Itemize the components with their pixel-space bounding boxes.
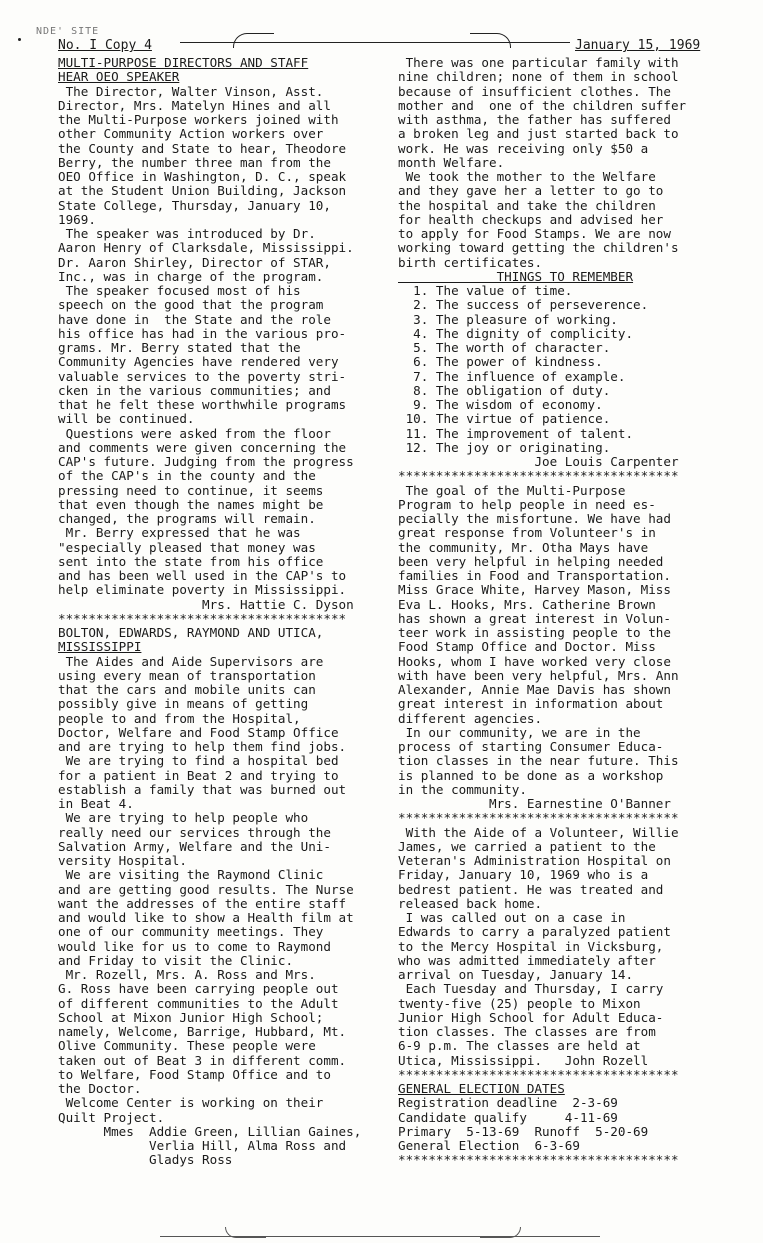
right-column-line: released back home.: [398, 895, 543, 911]
left-column-line: versity Hospital.: [58, 853, 187, 868]
right-column-line: for health checkups and advised her: [398, 211, 664, 227]
left-column-line: to Welfare, Food Stamp Office and to: [58, 1066, 331, 1082]
left-column-line: the County and State to hear, Theodore: [58, 140, 347, 156]
right-column-line: arrival on Tuesday, January 14.: [398, 967, 634, 982]
header-rule-left-hook: [233, 33, 274, 48]
left-column-line: We are trying to help people who: [58, 810, 309, 826]
issue-date: January 15, 1969: [575, 38, 701, 53]
masthead-faint-title: NDE' SITE: [36, 26, 100, 37]
right-column-line: Alexander, Annie Mae Davis has shown: [398, 682, 671, 697]
left-column-line: Dr. Aaron Shirley, Director of STAR,: [58, 254, 331, 270]
left-column-line: and would like to show a Health film at: [58, 910, 354, 925]
right-column-line: Registration deadline 2-3-69: [398, 1095, 618, 1111]
left-column-line: and comments were given concerning the: [58, 439, 347, 455]
left-column-line: G. Ross have been carrying people out: [58, 981, 339, 997]
right-column-line: We took the mother to the Welfare: [398, 169, 656, 184]
right-column-line: Food Stamp Office and Doctor. Miss: [398, 639, 656, 655]
left-column-line: CAP's future. Judging from the progress: [58, 454, 354, 469]
right-column-line: twenty-five (25) people to Mixon: [398, 995, 641, 1011]
left-column-line: other Community Action workers over: [58, 126, 324, 142]
left-column-line: pressing need to continue, it seems: [58, 482, 324, 498]
right-column-line: mother and one of the children suffer: [398, 97, 687, 113]
left-column-line: HEAR OEO SPEAKER: [58, 69, 180, 85]
right-column-line: Utica, Mississippi. John Rozell: [398, 1052, 649, 1068]
left-column-line: for a patient in Beat 2 and trying to: [58, 767, 339, 783]
right-column-line: 11. The improvement of talent.: [398, 425, 634, 441]
left-column-line: BOLTON, EDWARDS, RAYMOND AND UTICA,: [58, 625, 324, 640]
left-column-line: of different communities to the Adult: [58, 995, 339, 1011]
left-column-line: grams. Mr. Berry stated that the: [58, 340, 301, 355]
right-column-line: *************************************: [398, 1152, 679, 1168]
right-column-line: because of insufficient clothes. The: [398, 83, 671, 99]
right-column-line: *************************************: [398, 1066, 679, 1082]
right-column-line: has shown a great interest in Volun-: [398, 610, 671, 626]
right-column-line: nine children; none of them in school: [398, 69, 679, 85]
right-column-line: General Election 6-3-69: [398, 1138, 580, 1153]
left-column-line: The speaker focused most of his: [58, 283, 301, 298]
left-column-line: cken in the various communities; and: [58, 382, 331, 398]
left-column-line: that even though the names might be: [58, 496, 324, 512]
right-column-line: Program to help people in need es-: [398, 496, 656, 512]
left-column-line: MULTI-PURPOSE DIRECTORS AND STAFF: [58, 55, 309, 70]
left-column-line: State College, Thursday, January 10,: [58, 197, 331, 213]
right-column-line: 3. The pleasure of working.: [398, 311, 618, 327]
left-column-line: Mr. Berry expressed that he was: [58, 525, 301, 541]
left-column-line: his office has had in the various pro-: [58, 325, 347, 341]
right-column-line: different agencies.: [398, 710, 543, 726]
right-column-line: 1. The value of time.: [398, 283, 573, 298]
right-column-line: GENERAL ELECTION DATES: [398, 1081, 565, 1096]
left-column-line: really need our services through the: [58, 824, 331, 840]
right-column-line: Each Tuesday and Thursday, I carry: [398, 981, 664, 997]
right-column-line: Joe Louis Carpenter: [398, 454, 679, 469]
right-column-line: tion classes. The classes are from: [398, 1024, 656, 1039]
right-column-line: with asthma, the father has suffered: [398, 112, 671, 127]
right-column-line: Junior High School for Adult Educa-: [398, 1009, 664, 1025]
left-column-line: "especially pleased that money was: [58, 539, 316, 555]
right-column-line: teer work in assisting people to the: [398, 625, 671, 640]
right-column-line: to the Mercy Hospital in Vicksburg,: [398, 938, 664, 954]
right-column-line: in the community.: [398, 781, 527, 797]
right-column-line: the hospital and take the children: [398, 197, 656, 213]
right-column-line: pecially the misfortune. We have had: [398, 511, 671, 526]
left-column-line: taken out of Beat 3 in different comm.: [58, 1052, 347, 1068]
right-column-line: *************************************: [398, 810, 679, 826]
left-column-line: The speaker was introduced by Dr.: [58, 226, 316, 241]
right-column-line: is planned to be done as a workshop: [398, 767, 664, 783]
left-column-line: possibly give in means of getting: [58, 696, 309, 712]
right-column-line: a broken leg and just started back to: [398, 126, 679, 142]
left-column-line: and has been well used in the CAP's to: [58, 568, 347, 583]
left-column-line: 1969.: [58, 211, 96, 227]
right-column-line: 6. The power of kindness.: [398, 354, 603, 370]
left-column-line: will be continued.: [58, 411, 195, 427]
left-column-line: The Aides and Aide Supervisors are: [58, 653, 324, 669]
right-column-line: to apply for Food Stamps. We are now: [398, 226, 671, 241]
left-column-line: valuable services to the poverty stri-: [58, 368, 347, 384]
left-column-line: MISSISSIPPI: [58, 639, 142, 655]
right-column-line: There was one particular family with: [398, 55, 679, 70]
left-column-line: Welcome Center is working on their: [58, 1095, 324, 1111]
left-column-line: sent into the state from his office: [58, 553, 324, 569]
left-column-line: changed, the programs will remain.: [58, 511, 316, 526]
left-column-line: people to and from the Hospital,: [58, 710, 301, 726]
right-column-line: THINGS TO REMEMBER: [398, 268, 634, 284]
left-column-line: School at Mixon Junior High School;: [58, 1009, 324, 1025]
right-column-line: tion classes in the near future. This: [398, 753, 679, 769]
left-column-line: of the CAP's in the county and the: [58, 468, 316, 484]
left-column-line: We are visiting the Raymond Clinic: [58, 867, 324, 883]
left-column-line: Mmes Addie Green, Lillian Gaines,: [58, 1123, 362, 1139]
left-column-line: Questions were asked from the floor: [58, 425, 331, 441]
left-column-line: that he felt these worthwhile programs: [58, 397, 347, 412]
right-column-line: In our community, we are in the: [398, 724, 641, 740]
left-column-line: Inc., was in charge of the program.: [58, 268, 324, 284]
right-column-line: great interest in information about: [398, 696, 664, 712]
right-column-line: Veteran's Administration Hospital on: [398, 853, 671, 868]
left-column-line: Berry, the number three man from the: [58, 154, 331, 170]
left-column-line: Community Agencies have rendered very: [58, 354, 339, 370]
right-column-line: Friday, January 10, 1969 who is a: [398, 867, 649, 883]
right-column-line: Hooks, whom I have worked very close: [398, 653, 671, 669]
right-column-line: Edwards to carry a paralyzed patient: [398, 924, 671, 940]
right-column-line: With the Aide of a Volunteer, Willie: [398, 824, 679, 840]
right-column-line: 12. The joy or originating.: [398, 439, 611, 455]
right-column-line: 10. The virtue of patience.: [398, 411, 611, 427]
left-column-line: The Director, Walter Vinson, Asst.: [58, 83, 324, 99]
right-column-line: 7. The influence of example.: [398, 368, 626, 384]
left-column-line: Director, Mrs. Matelyn Hines and all: [58, 97, 331, 113]
right-column-line: 4. The dignity of complicity.: [398, 325, 634, 341]
left-column-line: Gladys Ross: [58, 1152, 233, 1168]
right-column-line: and they gave her a letter to go to: [398, 183, 664, 199]
left-column: [58, 56, 398, 1168]
right-column-line: working toward getting the children's: [398, 240, 679, 256]
right-column-line: who was admitted immediately after: [398, 952, 656, 968]
left-column-line: in Beat 4.: [58, 796, 134, 811]
left-column-line: Aaron Henry of Clarksdale, Mississippi.: [58, 240, 354, 256]
right-column-line: 6-9 p.m. The classes are held at: [398, 1038, 641, 1054]
right-column: [398, 56, 738, 1168]
left-column-line: help eliminate poverty in Mississippi.: [58, 582, 347, 598]
left-column-line: establish a family that was burned out: [58, 781, 347, 797]
left-column-line: We are trying to find a hospital bed: [58, 753, 339, 769]
left-column-line: Mr. Rozell, Mrs. A. Ross and Mrs.: [58, 967, 316, 982]
right-column-line: been very helpful in helping needed: [398, 553, 664, 569]
left-column-line: Doctor, Welfare and Food Stamp Office: [58, 724, 339, 740]
left-column-line: namely, Welcome, Barrige, Hubbard, Mt.: [58, 1024, 347, 1039]
right-column-line: Mrs. Earnestine O'Banner: [398, 796, 671, 811]
right-column-line: with have been very helpful, Mrs. Ann: [398, 667, 679, 683]
left-column-line: using every mean of transportation: [58, 667, 316, 683]
right-column-line: birth certificates.: [398, 254, 543, 270]
left-column-line: at the Student Union Building, Jackson: [58, 183, 347, 199]
right-column-line: The goal of the Multi-Purpose: [398, 482, 626, 498]
right-column-line: 2. The success of perseverence.: [398, 297, 649, 313]
left-column-line: want the addresses of the entire staff: [58, 895, 347, 911]
right-column-line: I was called out on a case in: [398, 910, 626, 925]
right-column-line: 5. The worth of character.: [398, 340, 611, 355]
right-column-line: 8. The obligation of duty.: [398, 382, 611, 398]
right-column-line: month Welfare.: [398, 154, 505, 170]
right-column-line: process of starting Consumer Educa-: [398, 739, 664, 754]
footer-rule-right-hook: [480, 1227, 521, 1238]
left-column-line: that the cars and mobile units can: [58, 682, 316, 697]
right-column-line: Primary 5-13-69 Runoff 5-20-69: [398, 1123, 649, 1139]
margin-speck: [18, 38, 21, 41]
left-column-line: OEO Office in Washington, D. C., speak: [58, 169, 347, 184]
left-column-line: the Doctor.: [58, 1081, 142, 1096]
right-column-line: work. He was receiving only $50 a: [398, 140, 649, 156]
left-column-line: Mrs. Hattie C. Dyson: [58, 596, 354, 612]
right-column-line: great response from Volunteer's in: [398, 525, 656, 541]
left-column-line: and are trying to help them find jobs.: [58, 739, 347, 754]
left-column-line: Olive Community. These people were: [58, 1038, 316, 1054]
left-column-line: have done in the State and the role: [58, 311, 331, 327]
left-column-line: the Multi-Purpose workers joined with: [58, 112, 339, 127]
right-column-line: bedrest patient. He was treated and: [398, 881, 664, 897]
left-column-line: speech on the good that the program: [58, 297, 324, 313]
right-column-line: *************************************: [398, 468, 679, 484]
footer-rule: [160, 1236, 600, 1237]
right-column-line: Eva L. Hooks, Mrs. Catherine Brown: [398, 596, 656, 612]
left-column-line: and Friday to visit the Clinic.: [58, 952, 294, 968]
right-column-line: the community, Mr. Otha Mays have: [398, 539, 649, 555]
left-column-line: and are getting good results. The Nurse: [58, 881, 354, 897]
issue-number: No. I Copy 4: [58, 38, 152, 53]
right-column-line: families in Food and Transportation.: [398, 568, 671, 583]
right-column-line: Miss Grace White, Harvey Mason, Miss: [398, 582, 671, 598]
right-column-line: 9. The wisdom of economy.: [398, 397, 603, 412]
left-column-line: one of our community meetings. They: [58, 924, 324, 940]
header-rule-right-hook: [470, 33, 511, 48]
left-column-line: Quilt Project.: [58, 1109, 165, 1125]
left-column-line: Salvation Army, Welfare and the Uni-: [58, 838, 331, 854]
footer-rule-left-hook: [225, 1227, 266, 1238]
left-column-line: Verlia Hill, Alma Ross and: [58, 1138, 347, 1153]
left-column-line: would like for us to come to Raymond: [58, 938, 331, 954]
right-column-line: James, we carried a patient to the: [398, 838, 656, 854]
right-column-line: Candidate qualify 4-11-69: [398, 1109, 618, 1125]
left-column-line: **************************************: [58, 610, 347, 626]
